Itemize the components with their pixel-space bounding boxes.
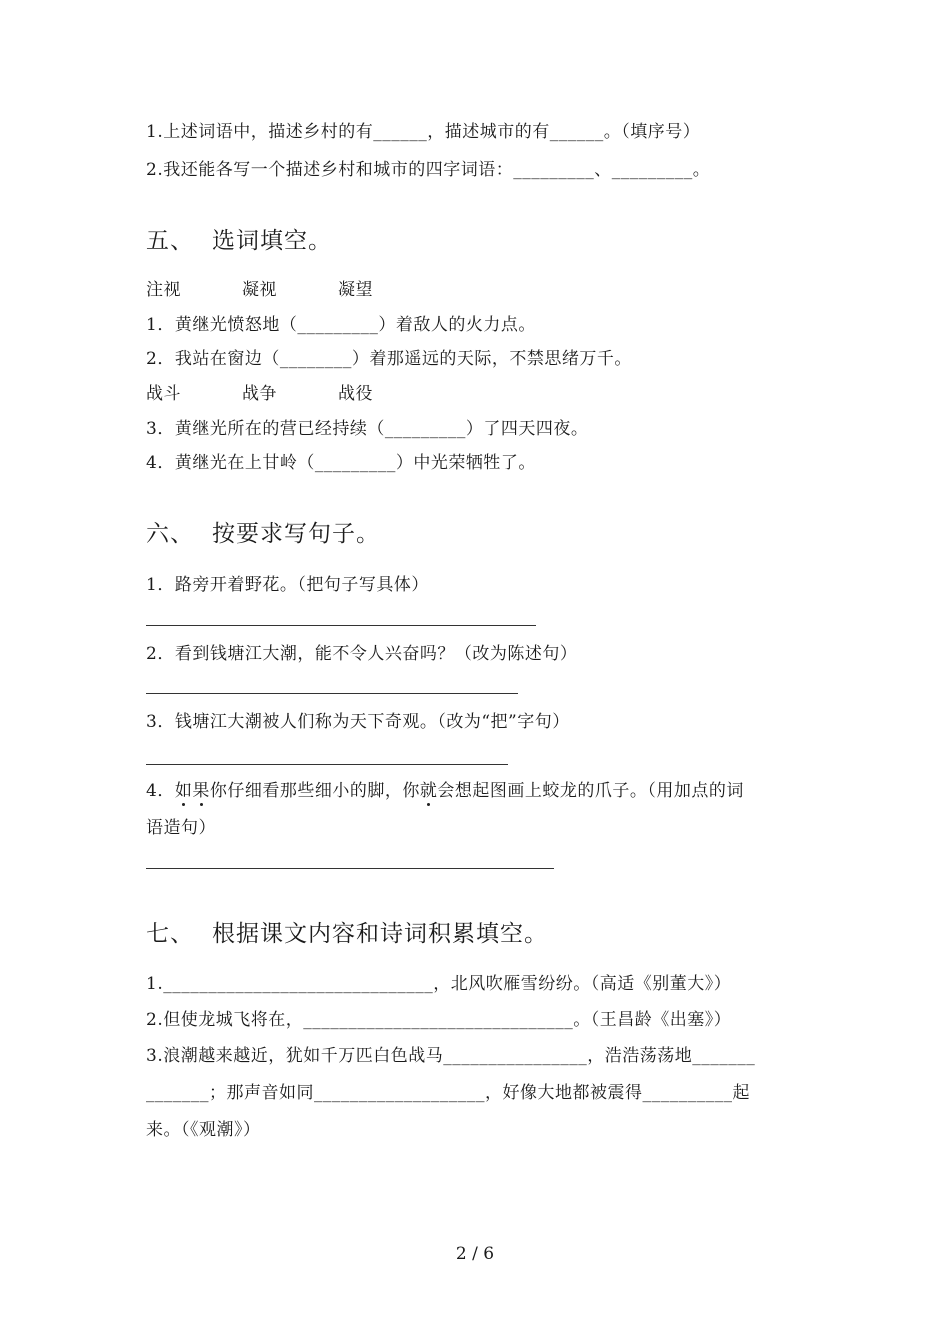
section-7-title: 根据课文内容和诗词积累填空。 <box>212 921 548 947</box>
question-text: 你仔细看那些细小的脚，你 <box>209 781 420 801</box>
section-6-title: 按要求写句子。 <box>212 521 380 547</box>
section-5-title: 选词填空。 <box>212 228 332 254</box>
question-number: 4． <box>146 781 175 801</box>
answer-line <box>146 625 536 626</box>
page-number: 2 / 6 <box>455 1244 495 1264</box>
emphasis-char: 就 <box>419 781 438 801</box>
word-choices-b <box>146 382 434 406</box>
part6-question-4 <box>146 779 744 803</box>
part4-question-1: 1.上述词语中，描述乡村的有______，描述城市的有______。（填序号） <box>146 122 701 142</box>
emphasis-char: 果 <box>192 781 210 801</box>
section-6-number: 六、 <box>146 521 194 547</box>
word-choice: 凝视 <box>242 280 277 300</box>
part6-question-3: 3．钱塘江大潮被人们称为天下奇观。（改为“把”字句） <box>146 712 570 732</box>
section-6-heading <box>146 519 380 549</box>
section-5-number: 五、 <box>146 228 194 254</box>
question-text: 会想起图画上蛟龙的爪子。（用加点的词 <box>437 781 744 801</box>
word-choice: 注视 <box>146 280 181 300</box>
section-5-heading <box>146 226 332 256</box>
section-7-number: 七、 <box>146 921 194 947</box>
word-choice: 战斗 <box>146 384 181 404</box>
part7-question-3-cont: _______；那声音如同___________________，好像大地都被震得__________起 <box>146 1083 750 1103</box>
part5-question-2: 2．我站在窗边（________）着那遥远的天际，不禁思绪万千。 <box>146 349 632 369</box>
word-choice: 战争 <box>242 384 277 404</box>
part7-question-3: 3.浪潮越来越近，犹如千万匹白色战马________________，浩浩荡荡地_______ <box>146 1046 756 1066</box>
part4-question-2: 2.我还能各写一个描述乡村和城市的四字词语：_________、_________。 <box>146 160 711 180</box>
word-choice: 战役 <box>338 384 373 404</box>
section-7-heading <box>146 919 548 949</box>
part6-question-2: 2．看到钱塘江大潮，能不令人兴奋吗？（改为陈述句） <box>146 644 578 664</box>
part7-question-1: 1.______________________________，北风吹雁雪纷纷。（高适《别董大》） <box>146 974 732 994</box>
answer-line <box>146 868 554 869</box>
word-choices-a <box>146 278 434 302</box>
part7-question-3-end: 来。（《观潮》） <box>146 1120 261 1140</box>
part5-question-4: 4．黄继光在上甘岭（_________）中光荣牺牲了。 <box>146 453 536 473</box>
part5-question-3: 3．黄继光所在的营已经持续（_________）了四天四夜。 <box>146 419 589 439</box>
answer-line <box>146 693 518 694</box>
part5-question-1: 1．黄继光愤怒地（_________）着敌人的火力点。 <box>146 315 536 335</box>
answer-line <box>146 764 508 765</box>
part6-question-4-cont: 语造句） <box>146 818 216 838</box>
word-choice: 凝望 <box>338 280 373 300</box>
part6-question-1: 1．路旁开着野花。（把句子写具体） <box>146 575 429 595</box>
emphasis-char: 如 <box>174 781 193 801</box>
part7-question-2: 2.但使龙城飞将在，______________________________。（王昌龄《出塞》） <box>146 1010 732 1030</box>
